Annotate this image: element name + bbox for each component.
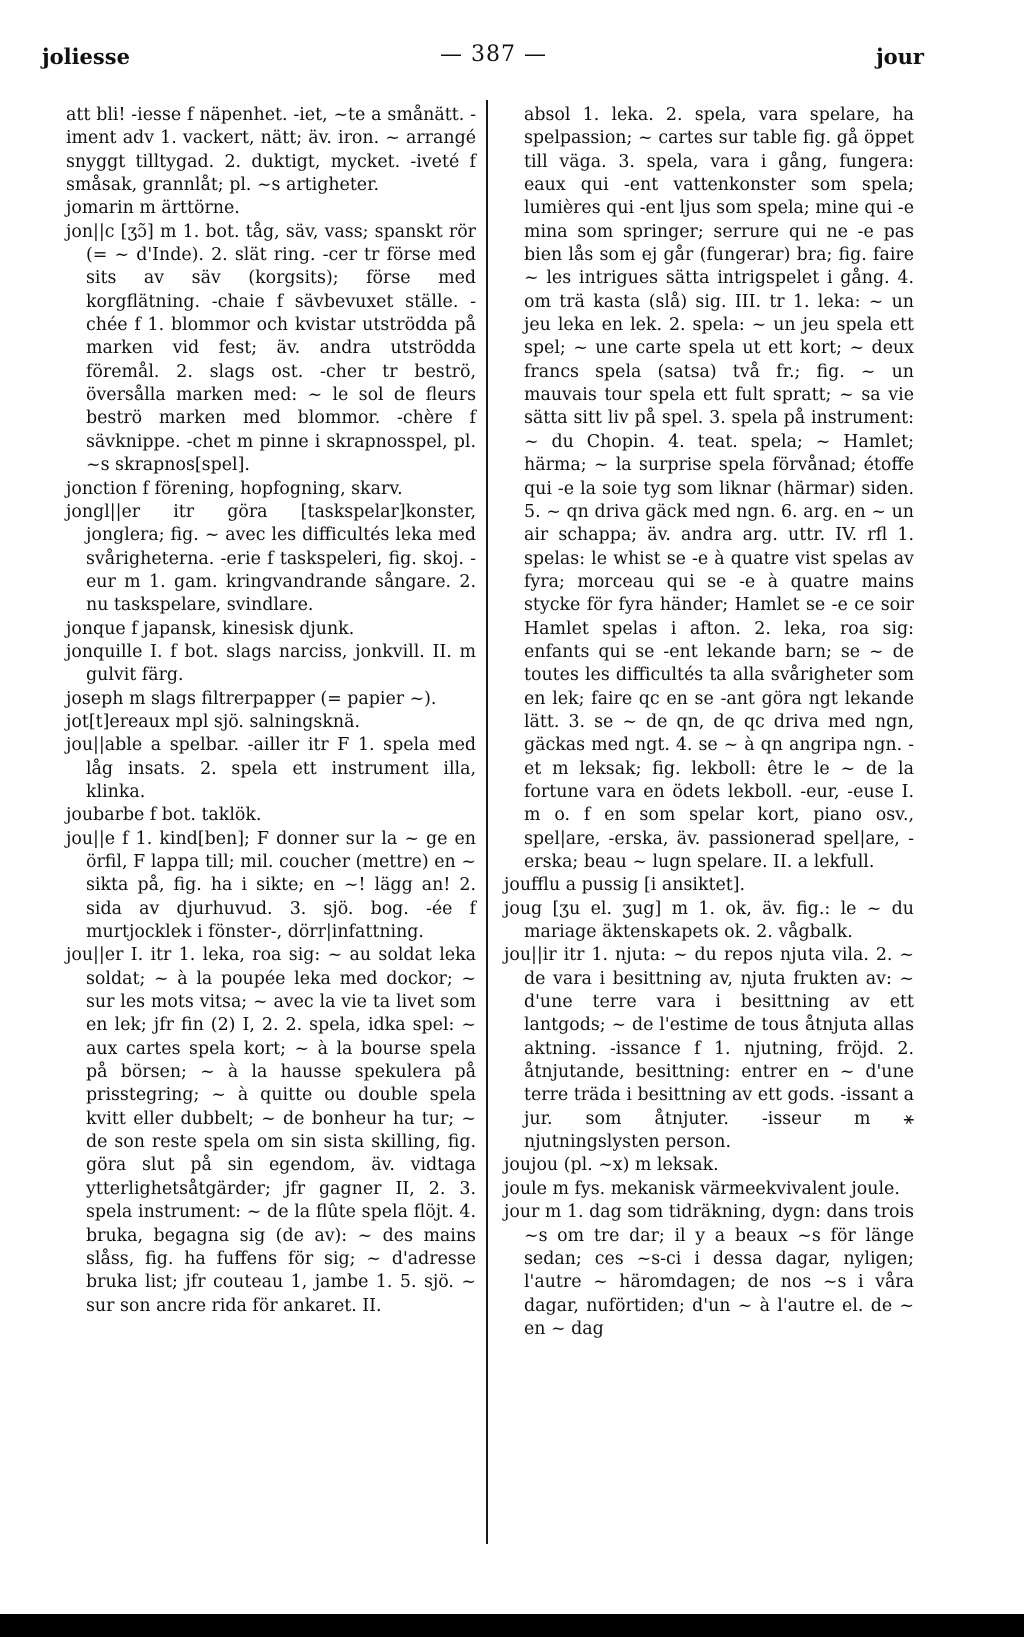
entry-jour: jour m 1. dag som tidräkning, dygn: dans trois ~s om tre dar; il y a beaux ~s för länge sedan; ces ~s-ci i dessa dagar, nyligen; l'autre ~ häromdagen; de nos ~s i våra dagar, nuförtiden; d'un ~ à l'autre el. de ~ en ~ dag [504,1202,914,1339]
right-column [504,104,914,1341]
left-column [66,104,476,1318]
entry-jonquille: jonquille I. f bot. slags narciss, jonkvill. II. m gulvit färg. [66,641,476,686]
column-divider [486,100,488,1544]
entry-joujou: joujou (pl. ~x) m leksak. [504,1155,719,1176]
running-header [0,0,1024,90]
entry-jonc: jon||c [ʒɔ̃] m 1. bot. tåg, säv, vass; spanskt rör (= ~ d'Inde). 2. slät ring. -cer tr förse med sits av säv (korgsits); förse med korgflätning. -chaie f sävbevuxet ställe. -chée f 1. blommor och kvistar utströdda på marken vid fest; äv. andra utströdda föremål. 2. slags ost. -cher tr beströ, översålla marken med: ~ le sol de fleurs beströ marken med blommor. -chère f sävknippe. -chet m pinne i skrapnosspel, pl. ~s skrapnos[spel]. [66,221,476,476]
page-number: — 387 — [440,42,547,67]
entry-joseph: joseph m slags filtrerpapper (= papier ~). [66,688,437,709]
entry-joule: joule m fys. mekanisk värmeekvivalent joule. [504,1178,900,1199]
right-guide-word: jour [876,44,924,69]
entry-joubarbe: joubarbe f bot. taklök. [66,805,262,826]
entry-joue: jou||e f 1. kind[ben]; F donner sur la ~ ge en örfil, F lappa till; mil. coucher (mettre) en ~ sikta på, fig. ha i sikte; en ~! lägg an! 2. sida av djurhuvud. 3. sjö. bog. -ée f murtjocklek i fönster-, dörr|infattning. [66,828,476,943]
entry-jouable: jou||able a spelbar. -ailler itr F 1. spela med låg insats. 2. spela ett instrument illa, klinka. [66,735,476,802]
scan-bottom-border [0,1614,1024,1637]
entry-joufflu: joufflu a pussig [i ansiktet]. [504,875,746,896]
entry-jouir: jou||ir itr 1. njuta: ~ du repos njuta vila. 2. ~ de vara i besittning av, njuta frukten av: ~ d'une terre vara i besittning av ett lantgods; ~ de l'estime de tous åtnjuta allas aktning. -issance f 1. njutning, fröjd. 2. åtnjutande, besittning: entrer en ~ d'une terre träda i besittning av ett gods. -issant a jur. som åtnjuter. -isseur m ⚹ njutningslysten person. [504,945,914,1153]
entry-jongler: jongl||er itr göra [taskspelar]konster, jonglera; fig. ~ avec les difficultés leka med svårigheterna. -erie f taskspeleri, fig. skoj. -eur m 1. gam. kringvandrande sångare. 2. nu taskspelare, svindlare. [66,501,476,616]
entry-jouer: jou||er I. itr 1. leka, roa sig: ~ au soldat leka soldat; ~ à la poupée leka med dockor; ~ sur les mots vitsa; ~ avec la vie ta livet som en lek; jfr fin (2) I, 2. 2. spela, idka spel: ~ aux cartes spela kort; ~ à la bourse spela på börsen; ~ à la hausse spekulera på prisstegring; ~ à quitte ou double spela kvitt eller dubbelt; ~ de bonheur ha tur; ~ de son reste spela om sin sista skilling, fig. göra slut på sin egendom, äv. vidtaga ytterlighetsåtgärder; jfr gagner II, 2. 3. spela instrument: ~ de la flûte spela flöjt. 4. bruka, begagna sig (de av): ~ des mains slåss, fig. ha fuffens för sig; ~ d'adresse bruka list; jfr couteau 1, jambe 1. 5. sjö. ~ sur son ancre rida för ankaret. II. [66,945,476,1316]
entry-joug: joug [ʒu el. ʒug] m 1. ok, äv. fig.: le ~ du mariage äktenskapets ok. 2. vågbalk. [504,898,914,943]
entry-jonction: jonction f förening, hopfogning, skarv. [66,478,403,499]
entry-jonque: jonque f japansk, kinesisk djunk. [66,618,355,639]
entry-jomarin: jomarin m ärttörne. [66,198,240,219]
left-guide-word: joliesse [42,44,130,69]
entry-jouer-continuation: absol 1. leka. 2. spela, vara spelare, ha spelpassion; ~ cartes sur table fig. gå öppet till väga. 3. spela, vara i gång, fungera: eaux qui -ent vattenkonster som spela; lumières qui -ent ljus som spela; mine qui -e mina som springer; serrure qui ne -e pas bien lås som ej går (fungerar) bra; fig. faire ~ les intrigues sätta intrigspelet i gång. 4. om trä kasta (slå) sig. III. tr 1. leka: ~ un jeu leka en lek. 2. spela: ~ un jeu spela ett spel; ~ une carte spela ut ett kort; ~ deux francs spela (satsa) två fr.; fig. ~ un mauvais tour spela ett fult spratt; ~ sa vie sätta sitt liv på spel. 3. spela på instrument: ~ du Chopin. 4. teat. spela; ~ Hamlet; härma; ~ la surprise spela förvånad; étoffe qui -e la soie tyg som liknar (härmar) siden. 5. ~ qn driva gäck med ngn. 6. arg. en ~ un air schappa; äv. andra arg. uttr. IV. rfl 1. spelas: le whist se -e à quatre vist spelas av fyra; morceau qui se -e à quatre mains stycke för fyra händer; Hamlet se -e ce soir Hamlet spelas i afton. 2. leka, roa sig: enfants qui se -ent lekande barn; se ~ de toutes les difficultés ta alla svårigheter som en lek; faire qc en se -ant göra ngt lekande lätt. 3. se ~ de qn, de qc driva med ngn, gäckas med ngt. 4. se ~ à qn angripa ngn. -et m leksak; fig. lekboll: être le ~ de la fortune vara en ödets lekboll. -eur, -euse I. m o. f en som spelar kort, piano osv., spel|are, -erska, äv. passionerad spel|are, -erska; beau ~ lugn spelare. II. a lekfull. [524,105,914,872]
entry-jottereaux: jot[t]ereaux mpl sjö. salningsknä. [66,711,360,732]
entry-continuation: att bli! -iesse f näpenhet. -iet, ~te a smånätt. -iment adv 1. vackert, nätt; äv. iron. ~ arrangé snyggt tilltygad. 2. duktigt, mycket. -iveté f småsak, grannlåt; pl. ~s artigheter. [66,105,476,196]
